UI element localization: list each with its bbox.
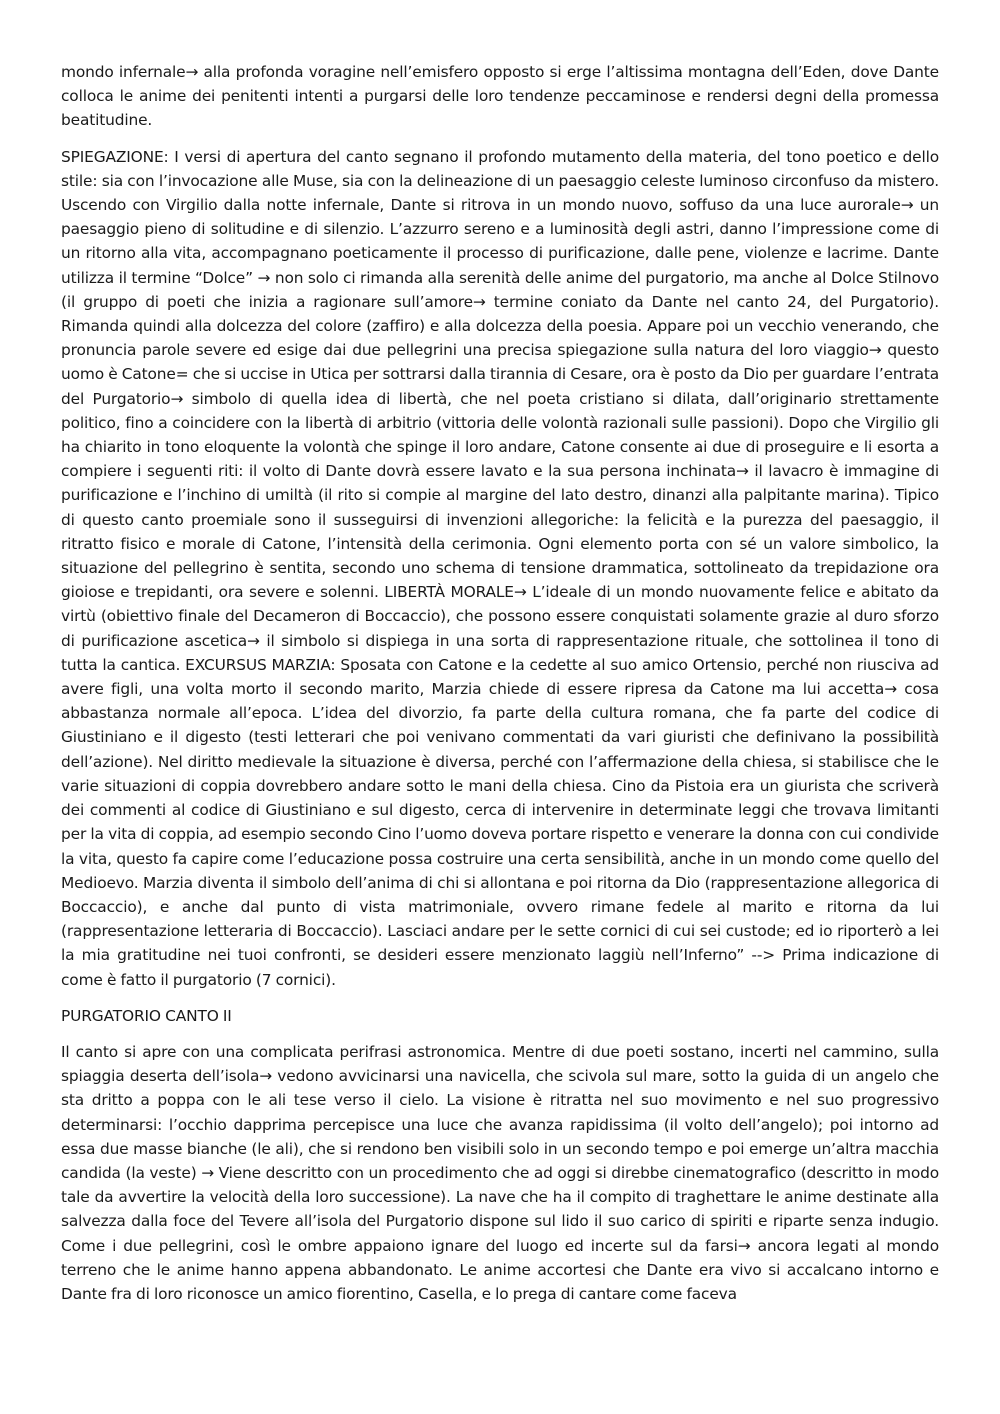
section-heading: PURGATORIO CANTO II (61, 1006, 232, 1025)
document-page (61, 60, 939, 1318)
paragraph-canto-ii: Il canto si apre con una complicata perifrasi astronomica. Mentre di due poeti sostano, incerti nel cammino, sulla spiaggia deserta dell’isola→ vedono avvicinarsi una navicella, che scivola sul mare, sotto la guida di un angelo che sta dritto a poppa con le ali tese verso il cielo. La visione è ritratta nel suo movimento e nel suo progressivo determinarsi: l’occhio dapprima percepisce una luce che avanza rapidissima (il volto dell’angelo); poi intorno ad essa due masse bianche (le ali), che si rendono ben visibili solo in un secondo tempo e poi emerge un’altra macchia candida (la veste) → Viene descritto con un procedimento che ad oggi si direbbe cinematografico (descritto in modo tale da avvertire la velocità della loro successione). La nave che ha il compito di traghettare le anime destinate alla salvezza dalla foce del Tevere all’isola del Purgatorio dispone sul lido il suo carico di spiriti e riparte senza indugio. Come i due pellegrini, così le ombre appaiono ignare del luogo ed incerte sul da farsi→ ancora legati al mondo terreno che le anime hanno appena abbandonato. Le anime accortesi che Dante era vivo si accalcano intorno e Dante fra di loro riconosce un amico fiorentino, Casella, e lo prega di cantare come faceva (61, 1042, 939, 1303)
paragraph-spiegazione: SPIEGAZIONE: I versi di apertura del canto segnano il profondo mutamento della materia, del tono poetico e dello stile: sia con l’invocazione alle Muse, sia con la delineazione di un paesaggio celeste luminoso circonfuso da mistero. Uscendo con Virgilio dalla notte infernale, Dante si ritrova in un mondo nuovo, soffuso da una luce aurorale→ un paesaggio pieno di solitudine e di silenzio. L’azzurro sereno e a luminosità degli astri, danno l’impressione come di un ritorno alla vita, accompagnano poeticamente il processo di purificazione, dalle pene, violenze e lacrime. Dante utilizza il termine “Dolce” → non solo ci rimanda alla serenità delle anime del purgatorio, ma anche al Dolce Stilnovo (il gruppo di poeti che inizia a ragionare sull’amore→ termine coniato da Dante nel canto 24, del Purgatorio). Rimanda quindi alla dolcezza del colore (zaffiro) e alla dolcezza della poesia. Appare poi un vecchio venerando, che pronuncia parole severe ed esige dai due pellegrini una precisa spiegazione sulla natura del loro viaggio→ questo uomo è Catone= che si uccise in Utica per sottrarsi dalla tirannia di Cesare, ora è posto da Dio per guardare l’entrata del Purgatorio→ simbolo di quella idea di libertà, che nel poeta cristiano si dilata, dall’originario strettamente politico, fino a coincidere con la libertà di arbitrio (vittoria delle volontà razionali sulle passioni). Dopo che Virgilio gli ha chiarito in tono eloquente la volontà che spinge il loro andare, Catone consente ai due di proseguire e li esorta a compiere i seguenti riti: il volto di Dante dovrà essere lavato e la sua persona inchinata→ il lavacro è immagine di purificazione e l’inchino di umiltà (il rito si compie al margine del lato destro, dinanzi alla palpitante marina). Tipico di questo canto proemiale sono il susseguirsi di invenzioni allegoriche: la felicità e la purezza del paesaggio, il ritratto fisico e morale di Catone, l’intensità della cerimonia. Ogni elemento porta con sé un valore simbolico, la situazione del pellegrino è sentita, secondo uno schema di tensione drammatica, sottolineato da trepidazione ora gioiose e trepidanti, ora severe e solenni. LIBERTÀ MORALE→ L’ideale di un mondo nuovamente felice e abitato da virtù (obiettivo finale del Decameron di Boccaccio), che possono essere conquistati solamente grazie al duro sforzo di purificazione ascetica→ il simbolo si dispiega in una sorta di rappresentazione rituale, che sottolinea il tono di tutta la cantica. EXCURSUS MARZIA: Sposata con Catone e la cedette al suo amico Ortensio, perché non riusciva ad avere figli, una volta morto il secondo marito, Marzia chiede di essere ripresa da Catone ma lui accetta→ cosa abbastanza normale all’epoca. L’idea del divorzio, fa parte della cultura romana, che fa parte del codice di Giustiniano e il digesto (testi letterari che poi venivano commentati da vari giuristi che definivano la possibilità dell’azione). Nel diritto medievale la situazione è diversa, perché con l’affermazione della chiesa, si stabilisce che le varie situazioni di coppia dovrebbero andare sotto le mani della chiesa. Cino da Pistoia era un giurista che scriverà dei commenti al codice di Giustiniano e sul digesto, cerca di intervenire in determinate leggi che trovava limitanti per la vita di coppia, ad esempio secondo Cino l’uomo doveva portare rispetto e venerare la donna con cui condivide la vita, questo fa capire come l’educazione possa costruire una certa sensibilità, anche in un mondo come quello del Medioevo. Marzia diventa il simbolo dell’anima di chi si allontana e poi ritorna da Dio (rappresentazione allegorica di Boccaccio), e anche dal punto di vista matrimoniale, ovvero rimane fedele al marito e ritorna da lui (rappresentazione letteraria di Boccaccio). Lasciaci andare per le sette cornici di cui sei custode; ed io riporterò a lei la mia gratitudine nei tuoi confronti, se desideri essere menzionato laggiù nell’Inferno” --> Prima indicazione di come è fatto il purgatorio (7 cornici). (61, 147, 940, 989)
paragraph-intro: mondo infernale→ alla profonda voragine nell’emisfero opposto si erge l’altissima montagna dell’Eden, dove Dante colloca le anime dei penitenti intenti a purgarsi delle loro tendenze peccaminose e rendersi degni della promessa beatitudine. (61, 63, 939, 130)
